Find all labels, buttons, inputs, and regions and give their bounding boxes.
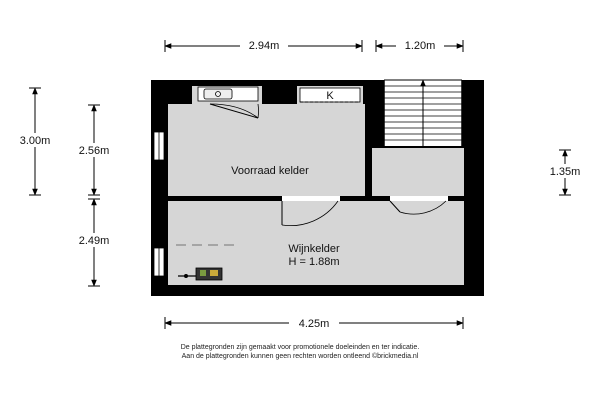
dimension-top-left-label: 2.94m [248,40,280,52]
sink-icon [198,87,258,101]
dimension-right [540,150,590,195]
dimension-top-right-label: 1.20m [404,40,436,52]
dimension-left-lower-label: 2.49m [78,235,110,247]
room-label-storage: Voorraad kelder [231,165,309,177]
room-height-wine-cellar: H = 1.88m [288,256,340,268]
window-upper [154,132,164,160]
dimension-right-label: 1.35m [549,166,581,178]
room-label-wine-cellar: Wijnkelder [288,243,340,255]
side-room-floor [372,148,464,196]
storage-room-floor [168,104,365,196]
dimension-left-outer-label: 3.00m [19,135,51,147]
cabinet [300,88,360,102]
window-lower [154,248,164,276]
dimension-left-upper-label: 2.56m [78,145,110,157]
disclaimer-line-2: Aan de plattegronden kunnen geen rechten worden ontleend ©brickmedia.nl [181,353,419,360]
disclaimer-line-1: De plattegronden zijn gemaakt voor promotionele doeleinden en ter indicatie. [180,344,420,351]
dimension-left-outer [10,88,60,195]
dimension-left-lower [69,199,119,286]
dimension-left-upper [69,105,119,195]
dimension-top-right [376,38,463,52]
dimension-bottom-label: 4.25m [298,318,330,330]
cabinet-label: K [326,90,334,102]
dimension-bottom [165,316,463,330]
dimension-top-left [165,38,362,52]
